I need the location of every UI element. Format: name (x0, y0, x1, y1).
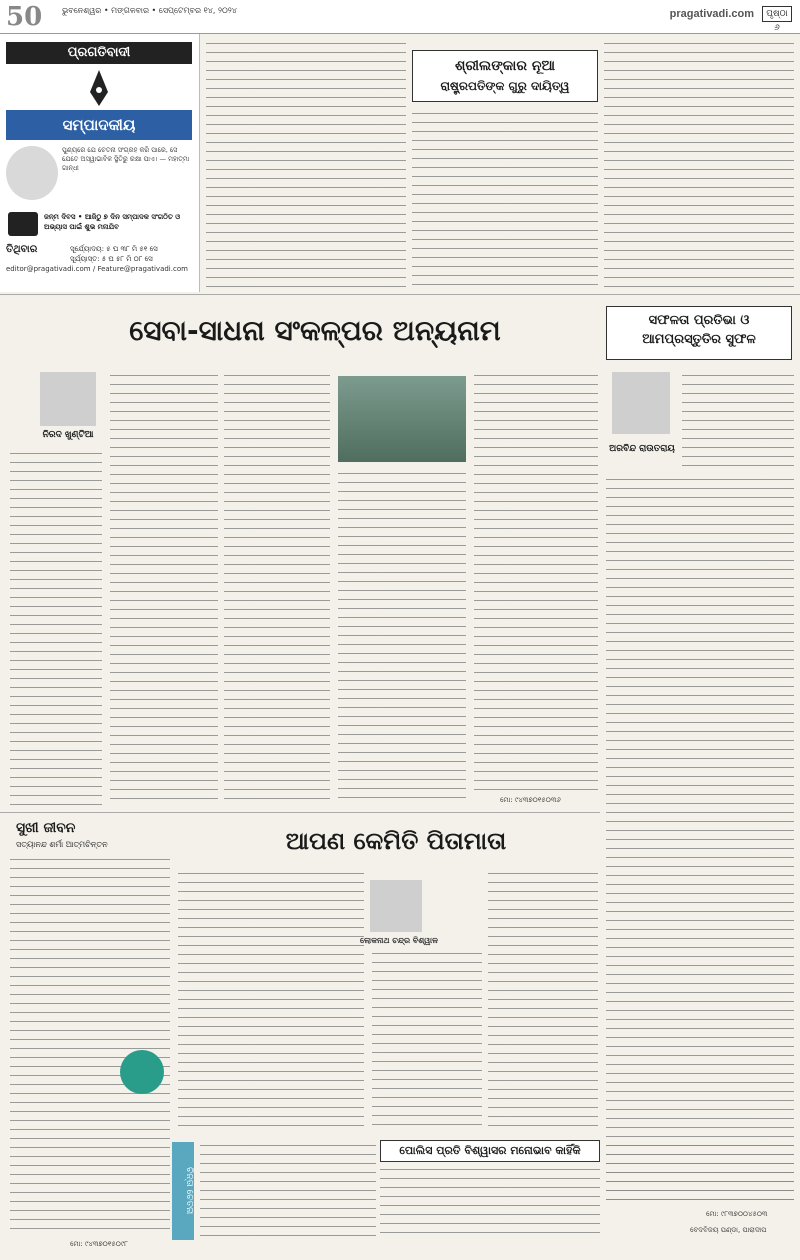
side-author-name: ଅରବିନ୍ଦ ରାଉତରାୟ (609, 444, 675, 454)
tithi-label: ତିଥିବାର (6, 244, 38, 255)
sukhi-headline: ସୁଖୀ ଜୀବନ (16, 820, 76, 836)
sukhi-author-contact: ମୋ: ୯୪୩୭୦୧୫୦୯୮ (70, 1240, 128, 1248)
gandhi-quote: ପୁଣ୍ୟରେ ଯେ ଚେତନା ସଂଗ୍ରହ କରି ପାରେ, ସେ ଯେତେ ଅସ୍ୱାଭାବିକ ସ୍ଥିତିରୁ ରକ୍ଷା ପାଏ। — ମହାତ୍ମା ଗାନ୍ଧୀ (62, 146, 190, 172)
anniversary-number: 50 (6, 2, 43, 32)
birthday-notice: ଜନ୍ମ ଦିବସ • ଆଜିଠୁ ୭ ଦିନ ସମ୍ପାଦକ ସଂଗଠିତ ଓ ଅଭ୍ୟାସ ପାଇଁ ଶୁଭ ମନାଯିବ (44, 213, 181, 231)
parenting-author-name: ଲୋକନାଥ ଚନ୍ଦ୍ର ବିଶ୍ୱାଳ (360, 936, 438, 945)
editorial-masthead (0, 34, 200, 292)
main-author-name: ନିରଦ ଖୁଣ୍ଟିଆ (42, 430, 94, 440)
brand-banner: ପ୍ରଗତିବାଦୀ (6, 42, 192, 64)
parenting-headline: ଆପଣ କେମିତି ପିତାମାତା (285, 827, 507, 855)
police-headline: ପୋଲିସ ପ୍ରତି ବିଶ୍ୱାସର ମନୋଭାବ କାହିଁକି (380, 1140, 600, 1162)
site-url[interactable]: pragativadi.com (669, 8, 754, 20)
article-photo (338, 376, 466, 462)
side-author-contact: ମୋ: ୯୮୩୭୦୦୪୫୦୩ (706, 1210, 768, 1218)
lanka-headline-box (412, 50, 598, 102)
sunrise-time: ସୂର୍ଯ୍ୟୋଦୟ: ୫ ଘ ୩୮ ମି ୫୧ ସେ (70, 245, 158, 253)
anniversary-logo (6, 2, 56, 32)
main-article-col-4 (338, 470, 466, 805)
parenting-col-1 (178, 870, 364, 1130)
main-article-col-2 (110, 372, 218, 805)
section-divider (0, 294, 800, 295)
section-title: ସମ୍ପାଦକୀୟ (6, 110, 192, 140)
sun-times (70, 244, 194, 264)
side-author-photo (612, 372, 670, 434)
lanka-headline-line-2: ରାଷ୍ଟ୍ରପତିଙ୍କ ଗୁରୁ ଦାୟିତ୍ୱ (440, 79, 570, 93)
side-article-col-1 (606, 476, 794, 1204)
date-line: ଭୁବନେଶ୍ୱର • ମଙ୍ଗଳବାର • ସେପ୍ଟେମ୍ବର ୧୪, ୨୦୨୪ (62, 6, 237, 15)
main-article-col-3 (224, 372, 330, 805)
page-number: ପୃଷ୍ଠା ୬ (762, 6, 792, 22)
main-author-photo (40, 372, 96, 426)
parenting-col-2 (372, 950, 482, 1130)
parenting-col-3 (488, 870, 598, 1130)
main-author-contact: ମୋ: ୯୪୩୭୦୧୫୦୩୬ (500, 796, 561, 804)
side-headline-line-2: ଆମପ୍ରସ୍ତୁତିର ସୁଫଳ (642, 332, 756, 347)
lanka-headline-line-1: ଶ୍ରୀଲଙ୍କାର ନୂଆ (454, 58, 556, 74)
sukhi-article-body (10, 856, 170, 1236)
main-article-col-5 (474, 372, 598, 792)
side-article-col-1a (682, 372, 794, 468)
side-headline-line-1: ସଫଳତା ପ୍ରତିଭା ଓ (648, 313, 750, 328)
gandhi-portrait (6, 146, 58, 200)
parenting-author-photo (370, 880, 422, 932)
bottom-signoff: ବେଦବିଜୟ ପଣ୍ଡା, ପାରାଦୀପ (690, 1226, 767, 1234)
lanka-article-col-1 (206, 40, 406, 290)
book-icon (8, 212, 38, 236)
bottom-col-2 (380, 1166, 600, 1238)
side-headline-box (606, 306, 792, 360)
lotus-icon (120, 1050, 164, 1094)
bottom-col-3 (606, 1142, 794, 1202)
bottom-section-tab: ଚିନ୍ତା ଚେତନା (172, 1142, 194, 1240)
contact-email[interactable]: editor@pragativadi.com / Feature@pragativadi.com (6, 265, 188, 273)
lanka-article-col-2 (412, 110, 598, 290)
pen-nib-icon (84, 68, 114, 108)
sunset-time: ସୂର୍ଯ୍ୟାସ୍ତ: ୫ ଘ ୫୮ ମି ୦୮ ସେ (70, 255, 153, 263)
section-divider-2 (0, 812, 600, 813)
main-headline: ସେବା-ସାଧନା ସଂକଳ୍ପର ଅନ୍ୟନାମ (129, 314, 501, 347)
main-article-col-1 (10, 450, 102, 805)
page-header (0, 0, 800, 34)
bottom-col-1 (200, 1142, 376, 1238)
sukhi-byline: ସତ୍ୟାନନ୍ଦ ଶର୍ମା ଆତ୍ମଚିନ୍ତନ (16, 840, 108, 849)
lanka-article-col-3 (604, 40, 794, 290)
